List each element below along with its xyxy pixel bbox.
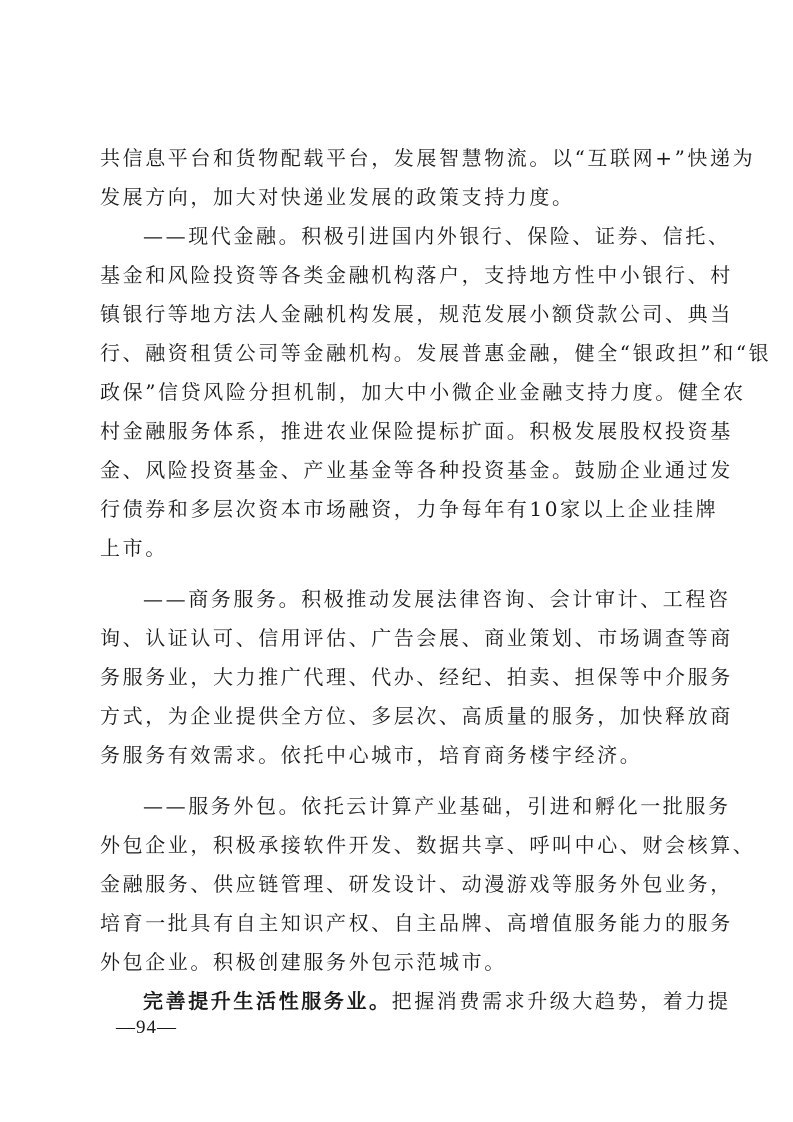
text-line: 务服务有效需求。依托中心城市，培育商务楼宇经济。 <box>100 743 643 767</box>
text-line: ——现代金融。积极引进国内外银行、保险、证券、信托、 <box>143 224 731 248</box>
text-line: 行、融资租赁公司等金融机构。发展普惠金融，健全“银政担”和“银 <box>100 341 772 365</box>
text-line: 镇银行等地方法人金融机构发展，规范发展小额贷款公司、典当 <box>100 302 733 326</box>
text-line: 询、认证认可、信用评估、广告会展、商业策划、市场调查等商 <box>100 626 733 650</box>
text-line: ——服务外包。依托云计算产业基础，引进和孵化一批服务 <box>143 794 731 818</box>
text-line: 务服务业，大力推广代理、代办、经纪、拍卖、担保等中介服务 <box>100 665 733 689</box>
text-line <box>143 983 731 1019</box>
text-line: 村金融服务体系，推进农业保险提标扩面。积极发展股权投资基 <box>100 419 733 443</box>
text-line: 金、风险投资基金、产业基金等各种投资基金。鼓励企业通过发 <box>100 458 733 482</box>
text-line: 方式，为企业提供全方位、多层次、高质量的服务，加快释放商 <box>100 704 733 728</box>
text-line: 基金和风险投资等各类金融机构落户，支持地方性中小银行、村 <box>100 263 733 287</box>
section-heading: 完善提升生活性服务业。 <box>143 989 392 1013</box>
text-line: 外包企业。积极创建服务外包示范城市。 <box>100 950 507 974</box>
text-line: 金融服务、供应链管理、研发设计、动漫游戏等服务外包业务， <box>100 872 733 896</box>
section-text: 把握消费需求升级大趋势，着力提 <box>391 989 731 1013</box>
text-line: 发展方向，加大对快递业发展的政策支持力度。 <box>100 185 575 209</box>
text-line: 外包企业，积极承接软件开发、数据共享、呼叫中心、财会核算、 <box>100 833 756 857</box>
text-line: 行债券和多层次资本市场融资，力争每年有10家以上企业挂牌 <box>100 497 719 521</box>
page-number: —94— <box>116 1017 177 1038</box>
text-line: 共信息平台和货物配载平台，发展智慧物流。以“互联网+”快递为 <box>100 146 756 170</box>
text-line: 政保”信贷风险分担机制，加大中小微企业金融支持力度。健全农 <box>100 380 746 404</box>
text-line: 培育一批具有自主知识产权、自主品牌、高增值服务能力的服务 <box>100 911 733 935</box>
text-line: 上市。 <box>100 536 168 560</box>
text-line: ——商务服务。积极推动发展法律咨询、会计审计、工程咨 <box>143 587 731 611</box>
